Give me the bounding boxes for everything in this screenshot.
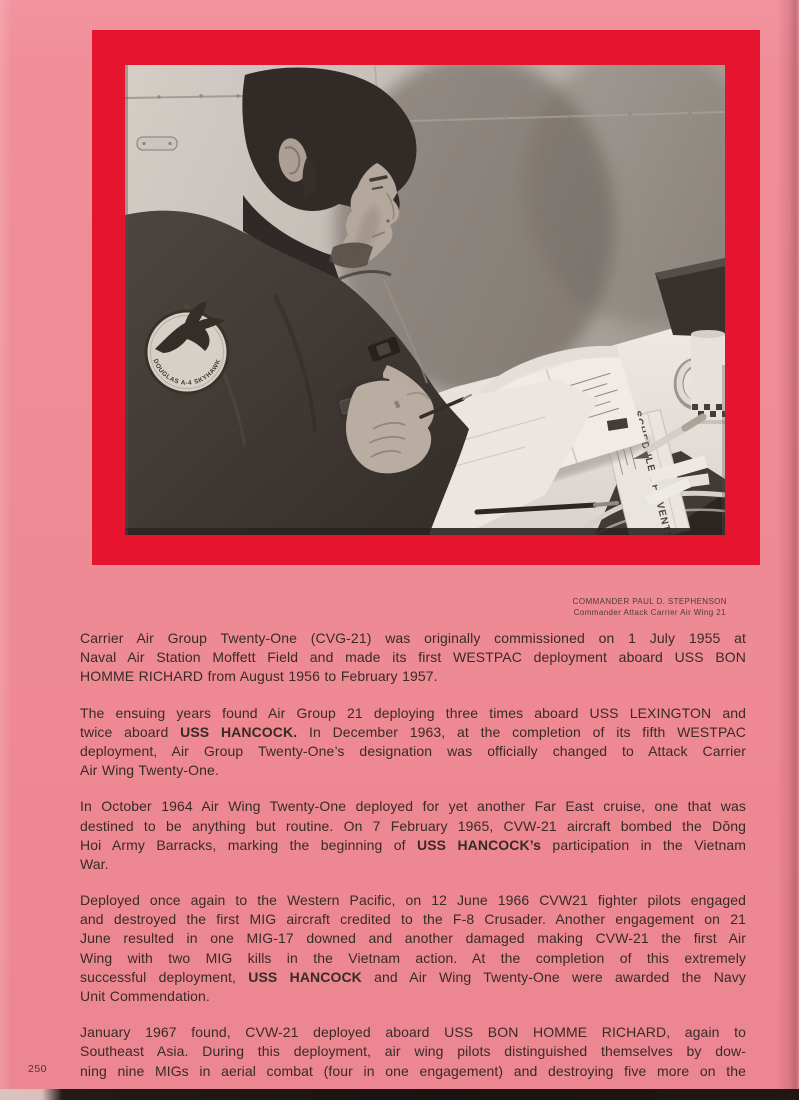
paragraph [80,797,746,874]
paragraph [80,629,746,687]
page-number: 250 [28,1063,48,1075]
text-line: ning nine MIGs in aerial combat (four in one engagement) and destroying five more on the [80,1062,746,1079]
text-line: Air Wing Twenty-One. [80,762,219,779]
text-line: June resulted in one MIG-17 downed and another damaged making CVW-21 the first Air [80,930,746,947]
text-line: Deployed once again to the Western Pacific, on 12 June 1966 CVW21 fighter pilots engaged [80,892,746,909]
text-line: successful deployment, USS HANCOCK and Air Wing Twenty-One were awarded the Navy [80,968,746,985]
photo-caption [573,597,727,618]
photo-red-border [92,30,760,565]
text-line: deployment, Air Group Twenty-One’s designation was officially changed to Attack Carrier [80,742,746,759]
patch-text: DOUGLAS A-4 SKYHAWK [151,358,223,387]
text-line: Wing with two MIG kills in the Vietnam action. At the completion of this extremely [80,949,746,966]
text-line: Naval Air Station Moffett Field and made its first WESTPAC deployment aboard USS BON [80,649,746,666]
schedule-booklet-title: OF EVENTS [647,474,674,535]
text-line: twice aboard USS HANCOCK. In December 1963, at the completion of its fifth WESTPAC [80,723,747,740]
caption-line-2: Commander Attack Carrier Air Wing 21 [573,607,726,617]
paragraph [80,1023,746,1081]
text-line: The ensuing years found Air Group 21 deploying three times aboard USS LEXINGTON and [80,704,746,721]
text-line: Carrier Air Group Twenty-One (CVG-21) was originally commissioned on 1 July 1955 at [80,630,746,646]
text-line: destined to be anything but routine. On 7 February 1965, CVW-21 aircraft bombed the Dŏng [80,817,746,834]
page-right-shadow [777,0,799,1100]
caption-line-1: COMMANDER PAUL D. STEPHENSON [572,597,727,606]
paragraph [80,891,746,1006]
text-line: Hoi Army Barracks, marking the beginning of USS HANCOCK’s participation in the Vietnam [80,836,747,853]
scan-edge-strip [0,1089,799,1100]
photo [125,65,725,535]
text-line: and destroyed the first MIG aircraft credited to the F-8 Crusader. Another engagement on 21 [80,911,746,928]
text-line: Southeast Asia. During this deployment, air wing pilots distinguished themselves by dow- [80,1043,746,1060]
text-line: Unit Commendation. [80,988,210,1004]
text-line: HOMME RICHARD from August 1956 to February 1957. [80,668,438,685]
text-line: War. [80,855,109,872]
page-left-highlight [0,0,12,1100]
text-line: January 1967 found, CVW-21 deployed aboard USS BON HOMME RICHARD, again to [80,1024,746,1041]
paragraph [80,704,746,781]
article-text [80,629,746,1098]
text-line: In October 1964 Air Wing Twenty-One deployed for yet another Far East cruise, one that was [80,798,746,815]
